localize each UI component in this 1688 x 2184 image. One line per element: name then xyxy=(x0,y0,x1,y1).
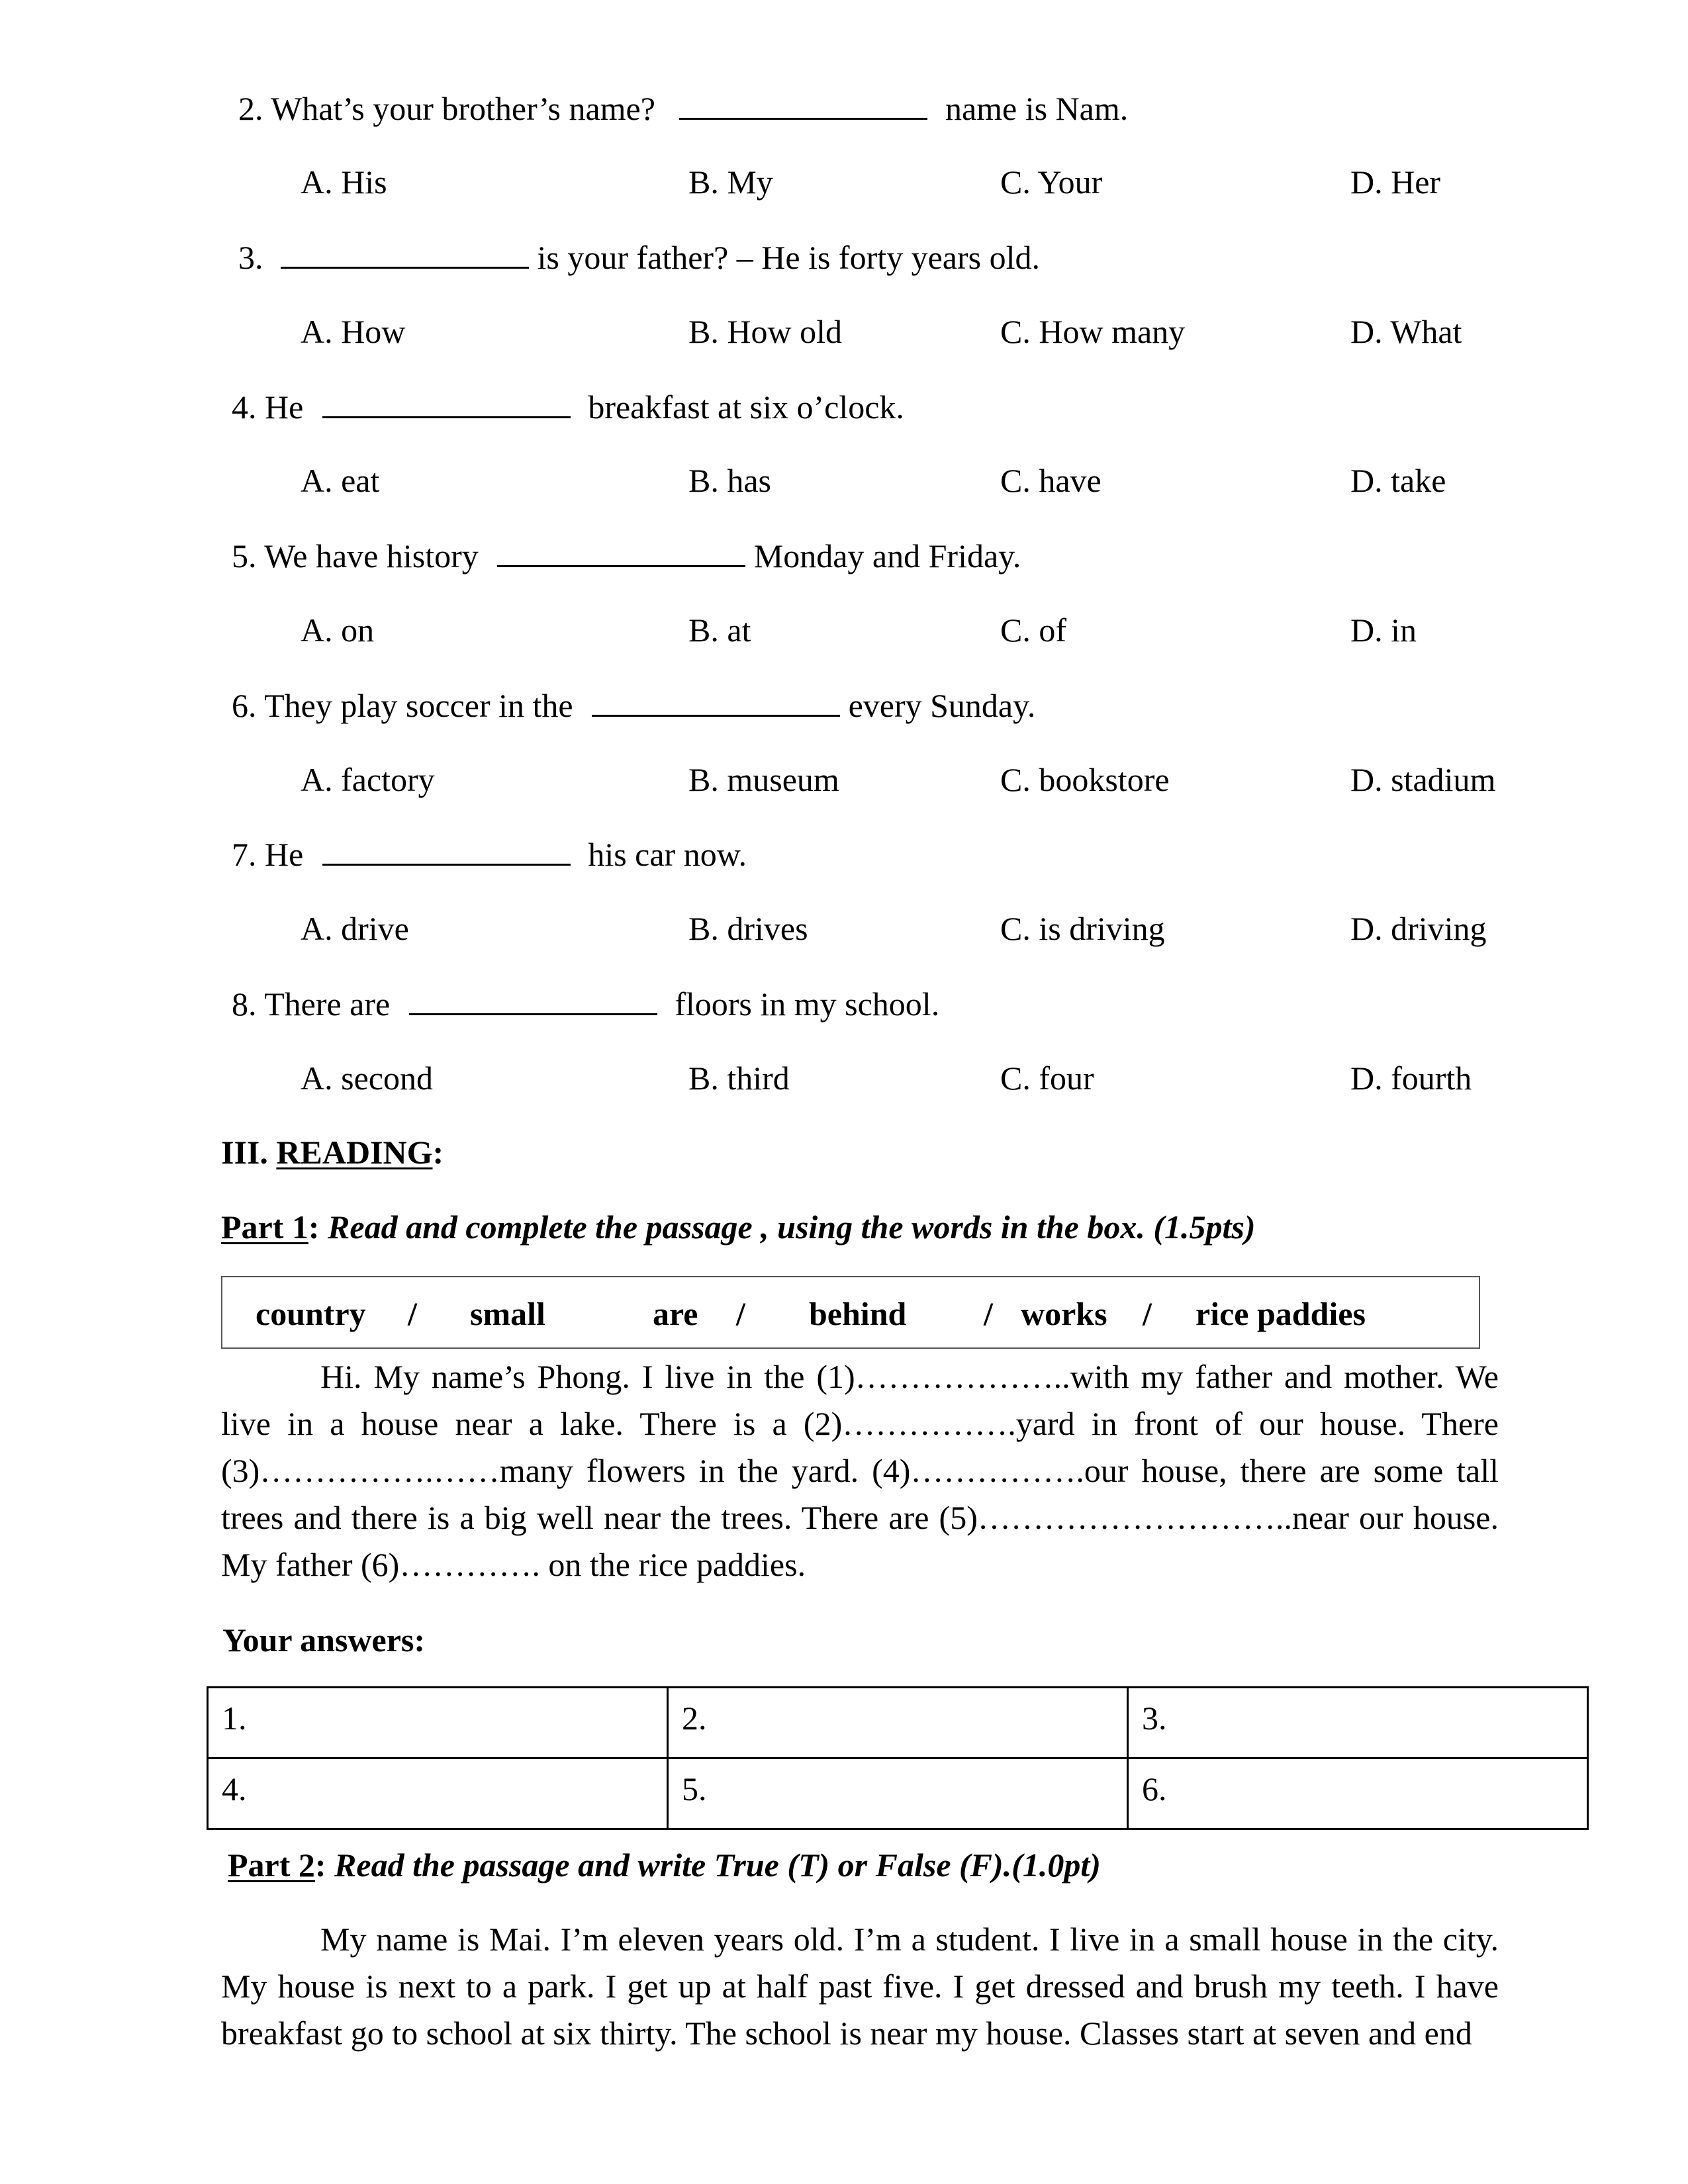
question-7-option-a[interactable]: A. drive xyxy=(301,910,409,947)
question-5-option-a[interactable]: A. on xyxy=(301,612,375,649)
question-2-text: 2. What’s your brother’s name? xyxy=(238,90,655,127)
part-2-label: Part 2 xyxy=(228,1846,315,1884)
section-numeral: III. xyxy=(221,1134,268,1171)
question-3-option-b[interactable]: B. How old xyxy=(688,313,842,350)
question-5-option-d[interactable]: D. in xyxy=(1350,612,1417,649)
question-4-blank[interactable] xyxy=(322,390,571,418)
question-3 xyxy=(238,240,1040,274)
part-1-heading xyxy=(221,1210,1256,1244)
word-small: small xyxy=(470,1295,545,1332)
question-7-option-b[interactable]: B. drives xyxy=(688,910,808,947)
part-2-heading xyxy=(228,1848,1101,1882)
question-6-text: 6. They play soccer in the xyxy=(232,687,573,724)
answers-table xyxy=(207,1686,1589,1830)
part-2-colon: : xyxy=(314,1846,326,1884)
answer-cell-4[interactable]: 4. xyxy=(208,1758,668,1829)
word-box xyxy=(221,1276,1480,1349)
word-separator: / xyxy=(408,1295,417,1332)
section-title-colon: : xyxy=(432,1134,444,1171)
question-8-option-b[interactable]: B. third xyxy=(688,1060,790,1097)
answers-label: Your answers: xyxy=(222,1621,426,1659)
word-are: are xyxy=(653,1295,698,1332)
question-5-blank[interactable] xyxy=(497,539,745,567)
question-7-text-after: his car now. xyxy=(588,836,747,873)
question-5-text-after: Monday and Friday. xyxy=(753,537,1021,574)
part-2-passage-text: My name is Mai. I’m eleven years old. I’m a student. I live in a small house in the city. My house is next to a park. I get up at half past five. I get dressed and brush my teeth. I have breakfast go to school at six thirty. The school is near my house. Classes start at seven and end xyxy=(221,1921,1499,2052)
part-1-instruction: Read and complete the passage , using the words in the box. (1.5pts) xyxy=(328,1208,1256,1246)
table-row xyxy=(208,1758,1588,1829)
question-7-blank[interactable] xyxy=(322,837,571,866)
section-heading-reading xyxy=(221,1136,444,1169)
question-7 xyxy=(232,837,747,871)
part-1-label: Part 1 xyxy=(221,1208,308,1246)
question-5-text: 5. We have history xyxy=(232,537,479,574)
answer-cell-1[interactable]: 1. xyxy=(208,1688,668,1758)
question-6-option-b[interactable]: B. museum xyxy=(688,761,839,798)
question-5-option-c[interactable]: C. of xyxy=(1000,612,1066,649)
question-6 xyxy=(232,688,1035,722)
section-title: READING xyxy=(276,1134,433,1171)
question-4-option-c[interactable]: C. have xyxy=(1000,462,1102,499)
question-3-option-a[interactable]: A. How xyxy=(301,313,406,350)
question-6-text-after: every Sunday. xyxy=(848,687,1036,724)
question-2-text-after: name is Nam. xyxy=(945,90,1129,127)
question-8-option-c[interactable]: C. four xyxy=(1000,1060,1094,1097)
question-2-option-c[interactable]: C. Your xyxy=(1000,163,1103,201)
word-behind: behind xyxy=(809,1295,907,1332)
question-2-option-d[interactable]: D. Her xyxy=(1350,163,1441,201)
answer-cell-3[interactable]: 3. xyxy=(1128,1688,1588,1758)
question-8-blank[interactable] xyxy=(409,987,657,1015)
part-2-instruction: Read the passage and write True (T) or False (F).(1.0pt) xyxy=(334,1846,1101,1884)
question-7-option-c[interactable]: C. is driving xyxy=(1000,910,1165,947)
question-8-option-d[interactable]: D. fourth xyxy=(1350,1060,1472,1097)
question-7-text: 7. He xyxy=(232,836,304,873)
word-separator: / xyxy=(736,1295,745,1332)
question-3-number: 3. xyxy=(238,239,263,276)
question-4-option-b[interactable]: B. has xyxy=(688,462,771,499)
question-2-blank[interactable] xyxy=(679,91,927,120)
question-2-option-b[interactable]: B. My xyxy=(688,163,773,201)
word-works: works xyxy=(1021,1295,1107,1332)
question-4 xyxy=(232,390,904,424)
part-1-passage xyxy=(221,1353,1499,1588)
question-8-option-a[interactable]: A. second xyxy=(301,1060,433,1097)
word-separator: / xyxy=(984,1295,993,1332)
part-2-passage xyxy=(221,1916,1499,2057)
question-4-option-a[interactable]: A. eat xyxy=(301,462,380,499)
question-8 xyxy=(232,987,939,1021)
question-3-option-c[interactable]: C. How many xyxy=(1000,313,1186,350)
question-8-text: 8. There are xyxy=(232,985,391,1023)
question-3-blank[interactable] xyxy=(281,240,529,269)
part-1-passage-text: Hi. My name’s Phong. I live in the (1)………………..with my father and mother. We live in a house near a lake. There is a (2)…………….yard in front of our house. There (3)…………….……many flowers in the yard. (4)…………….our house, there are some tall trees and there is a big well near the trees. There are (5)………………………..near our house. My father (6)…………. on the rice paddies. xyxy=(221,1358,1499,1583)
question-6-option-d[interactable]: D. stadium xyxy=(1350,761,1496,798)
question-5-option-b[interactable]: B. at xyxy=(688,612,751,649)
question-2 xyxy=(238,91,1128,125)
question-8-text-after: floors in my school. xyxy=(675,985,940,1023)
word-country: country xyxy=(256,1295,366,1332)
question-6-option-c[interactable]: C. bookstore xyxy=(1000,761,1170,798)
word-separator: / xyxy=(1143,1295,1152,1332)
question-4-text: 4. He xyxy=(232,388,304,426)
question-2-option-a[interactable]: A. His xyxy=(301,163,387,201)
question-7-option-d[interactable]: D. driving xyxy=(1350,910,1487,947)
question-4-option-d[interactable]: D. take xyxy=(1350,462,1446,499)
question-3-text-after: is your father? – He is forty years old. xyxy=(537,239,1040,276)
question-4-text-after: breakfast at six o’clock. xyxy=(588,388,904,426)
question-6-option-a[interactable]: A. factory xyxy=(301,761,435,798)
table-row xyxy=(208,1688,1588,1758)
word-rice-paddies: rice paddies xyxy=(1196,1295,1366,1332)
question-5 xyxy=(232,539,1021,572)
answer-cell-6[interactable]: 6. xyxy=(1128,1758,1588,1829)
question-3-option-d[interactable]: D. What xyxy=(1350,313,1462,350)
answer-cell-2[interactable]: 2. xyxy=(668,1688,1128,1758)
answer-cell-5[interactable]: 5. xyxy=(668,1758,1128,1829)
question-6-blank[interactable] xyxy=(592,688,840,717)
part-1-colon: : xyxy=(308,1208,320,1246)
